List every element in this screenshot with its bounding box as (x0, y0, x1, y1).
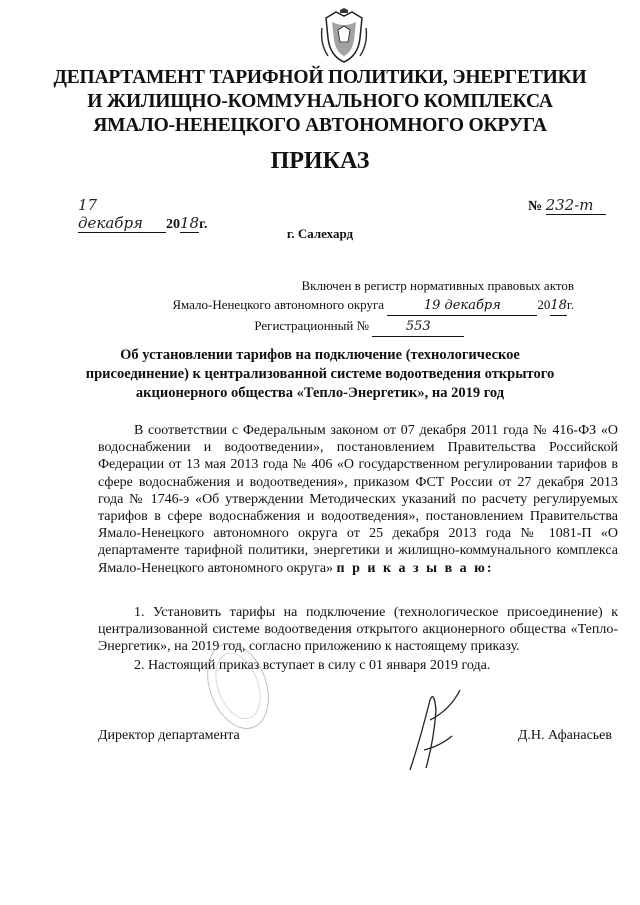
director-signature (390, 680, 480, 780)
city: г. Салехард (286, 226, 354, 241)
document-type-title: ПРИКАЗ (270, 148, 370, 174)
order-item-2: 2. Настоящий приказ вступает в силу с 01 января 2019 года. (134, 658, 491, 673)
registry-block: Включен в регистр нормативных правовых актов Ямало-Ненецкого автономного округа 19 декабря 2018г. Регистрационный № 553 (172, 276, 574, 337)
order-number: № 232-т (528, 196, 606, 215)
order-word: п р и к а з ы в а ю: (336, 560, 494, 576)
handwritten-number: 232-т (546, 196, 606, 215)
director-position: Директор департамента (98, 728, 240, 743)
director-name: Д.Н. Афанасьев (517, 728, 612, 743)
registry-date: 19 декабря (387, 296, 537, 316)
order-item-1: 1. Установить тарифы на подключение (технологическое присоединение) к централизованной системе водоотведения открытого акционерного общества «Тепло-Энергетик», на 2019 год, согласно приложению к настоящему приказу. (98, 605, 618, 655)
handwritten-date: 17 декабря (78, 196, 166, 233)
order-subject: Об установлении тарифов на подключение (технологическое присоединение) к централизованной системе водоотведения открытого акционерного общества «Тепло-Энергетик», на 2019 год (85, 347, 555, 401)
handwritten-year: 18 (180, 214, 200, 232)
department-name: ДЕПАРТАМЕНТ ТАРИФНОЙ ПОЛИТИКИ, ЭНЕРГЕТИКИ И ЖИЛИЩНО-КОММУНАЛЬНОГО КОМПЛЕКСА ЯМАЛО-НЕНЕЦКОГО АВТОНОМНОГО ОКРУГА (53, 67, 587, 136)
registry-number: 553 (372, 317, 464, 337)
coat-of-arms-emblem (318, 8, 370, 66)
stamp-mark (200, 630, 280, 740)
order-date: 17 декабря 2018г. (78, 196, 208, 232)
preamble-paragraph: В соответствии с Федеральным законом от 07 декабря 2011 года № 416-ФЗ «О водоснабжении и водоотведении», постановлением Правительства Российской Федерации от 13 мая 2013 года № 406 «О государственном регулировании тарифов в сфере водоснабжения и водоотведения», приказом ФСТ России от 27 декабря 2013 года № 1746-э «Об утверждении Методических указаний по расчету регулируемых тарифов в сфере водоснабжения и водоотведения», постановлением Правительства Ямало-Ненецкого автономного округа от 25 декабря 2013 года № 1081-П «О департаменте тарифной политики, энергетики и жилищно-коммунального комплекса Ямало-Ненецкого автономного округа» п р и к а з ы в а ю: (98, 423, 618, 576)
